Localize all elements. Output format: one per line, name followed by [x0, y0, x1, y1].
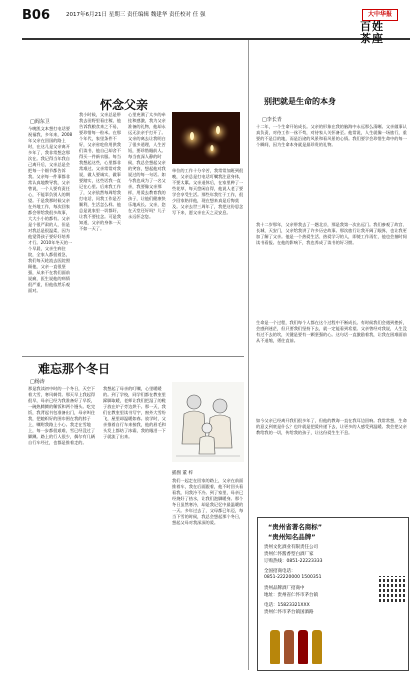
article-text-1a: 今晚凯文本想打电话要祝福我，多年来，2008年父亲在回国的路上时，在这儿是父亲离开多年了，我非常想念那次在。我记得当年我自己离开后，父亲总是会把每一个细节都告诉我。父亲每一件事都非常认真地教导我，父亲曾说，一个人要有责任心，不能辜负别人的期望。于是我那时候父亲在外地工作，每次回家都会带给我很多故事，大大小小的都有。父亲是个很严肃的人，但是对我总是很温柔，因为他觉得孩子要好好培养才行。2010年冬天的一个早晨，父亲生病住院，全家人都很着急，我们每天轮流去医院照顾他，父亲一直很坚强，从来不在我们面前说痛，医生说他的病情很严重，但他依然乐观面对。 [28, 126, 73, 293]
article-byline-1: □阎东卫 [30, 119, 50, 125]
page-number: B06 [22, 8, 50, 23]
article-title-1: 怀念父亲 [100, 98, 149, 112]
section-title-line1: 百姓 [360, 20, 384, 33]
bottle-icon [270, 630, 280, 664]
article-text-3a: 十二年，一个生命开始成长。父亲的形象在我的脑海中永远那么清晰。父亲做事认真负责，对待工作一丝不苟，对待家人关怀备至。他常说，人生就像一场旅行，重要的不是目的地，而是沿途的风景和看风景的心情。我们要学会珍惜生命中的每一个瞬间，因为生命本身就是最珍贵的礼物。 [256, 124, 407, 147]
article-byline-3: □李长青 [262, 117, 282, 123]
family-illustration-svg [172, 382, 244, 462]
article-text-3b: 我十二岁那年，父亲带我去了一趟北京，那是我第一次出远门。我们参观了故宫、长城、天安门，父亲给我讲了许多历史故事。那次旅行让我开阔了眼界，也让我更加了解了父亲。他是一个热爱生活、热爱学习的人，即使工作再忙，他也会抽时间读书看报。在他的影响下，我也养成了读书的好习惯。 [256, 222, 407, 245]
article-separator [22, 356, 244, 357]
column-divider [248, 40, 249, 670]
candle-photo-svg [172, 112, 240, 164]
bottle-icon [298, 630, 308, 664]
ad-line-2: “贵州知名品牌” [268, 533, 316, 541]
header-info: 2017年6月21日 星期三 责任编辑 魏建华 责任校对 任 强 [66, 12, 206, 18]
ad-line-1: “贵州省著名商标” [268, 523, 323, 531]
article-text-1d: 单位的工作十分辛苦，我常常加班到很晚，父亲总是打电话叮嘱我注意身体，不要太累。父亲退休后，在家里种了一些花草，每天悠闲自得，他说人老了要学会享受生活。那些年我忙于工作，很少回家陪伴他，现在想来真是后悔莫及。父亲去世三周年了，我把这份思念写下来，愿父亲在天之灵安息。 [172, 168, 244, 215]
article-text-1b: 我小时候，父亲总是带我去田野里看庄稼，他告诉我粮食来之不易，要珍惜每一粒米。在那个年代，家里条件不好，父亲省吃俭用供我们读书，他自己却舍不得买一件新衣服。每当我想起这些，心里都非常难过。父亲常常对我说，做人要诚实，做事要踏实，这些话我一直记在心里。后来我工作了，父亲依然每周给我打电话，问我工作是否顺利，生活怎么样。他总是说家里一切都好，让我不要挂念。可是我知道，父亲的身体一天不如一天了。 [79, 112, 121, 231]
ad-line-8: 贵州品牌酒厂招商中 [264, 586, 305, 591]
ad-line-4: 贵州仁怀酱香型白酒厂家 [264, 552, 314, 557]
article-title-2: 难忘那个冬日 [38, 362, 111, 376]
ad-line-10: 电话：15823321XXX [264, 603, 310, 608]
ad-line-9: 地址：贵州省仁怀市茅台镇 [264, 593, 318, 598]
article-text-3c: 生命是一个过程，我们每个人都在这个过程中不断成长。有时候我们会遇到挫折，会感到迷茫，但只要我们坚持下去，就一定能看到希望。父亲曾经对我说，人生没有过不去的坎，关键是要有一颗坚强的心。这句话一直激励着我，让我在困难面前从不退缩，勇往直前。 [256, 320, 407, 343]
newspaper-logo: 大中华报 [362, 9, 398, 21]
bottle-icon [312, 630, 322, 664]
article-text-3d: 如今父亲已经离开我们很多年了，但他的教诲一直在我耳边回响。我常常想，生命的意义到底是什么？也许就是把爱传递下去，让更多的人感受到温暖。我会把父亲教给我的一切，传给我的孩子，让这份爱生生不息。 [256, 418, 407, 435]
article-text-2c: 我们一起走在回家的路上，父亲在前面推着车，我在后面跟着，他不时回头看看我，问我冷不冷。到了家里，母亲已经烧好了热水，让我们泡脚暖身。那个冬日虽然寒冷，却是我记忆中最温暖的一天。多年过去了，父母都已年迈，每当下雪的时候，我总会想起那个冬日，想起父母对我深深的爱。 [172, 478, 244, 525]
qr-code-pattern [379, 576, 405, 602]
ad-line-6: 全国招商电话： [264, 569, 296, 574]
article-title-3: 别把就是生命的本身 [264, 97, 336, 106]
candle-photo [172, 112, 240, 164]
illustration-caption: 插图 董 梓 [172, 471, 193, 476]
article-byline-2: □杨涛 [30, 379, 45, 385]
section-title [360, 21, 384, 45]
ad-line-11: 贵州仁怀市茅台镇国酒路 [264, 610, 314, 615]
ad-line-3: 贵州文化酒业有限责任公司 [264, 545, 318, 550]
ad-line-7: 0851-22220000 1500351 [264, 575, 322, 580]
family-illustration [172, 382, 244, 462]
ad-line-5: 订购热线：0851-22223333 [264, 559, 323, 564]
bottle-icon [284, 630, 294, 664]
liquor-advertisement [257, 517, 409, 671]
article-text-2a: 那是我读初中时的一个冬日，天空下着大雪，寒风刺骨。那天早上我起得很早，母亲已经为我准备好了早饭，一碗热腾腾的稀饭和两个馒头。吃完饭，我背起书包准备出门，母亲叫住我，把她织好的围巾围在我的脖子上，嘱咐我路上小心。我走在雪地上，每一步都很艰难，雪已经没过了脚踝。路上的行人很少，偶尔有几辆自行车经过，也都是推着走的。 [28, 386, 96, 445]
article-text-1c: 心里充满了太多的牵挂和感激，我为父亲准备的礼物，他却永远无法亲手打开了。父亲的离去让我明白了很多道理，人生苦短，要珍惜眼前人。每当夜深人静的时候，我总会想起父亲的笑容，想起他对我说过的每一句话。如今我也成为了一名父亲，我要像父亲那样，用爱去教育我的孩子，让他们健康快乐地成长。父亲，您在天堂还好吗？儿子永远怀念您。 [128, 112, 166, 219]
article-text-2b: 我想起了母亲的叮嘱，心里暖暖的。到了学校，同学们都在教室里跺脚取暖，老师让我们把湿了的鞋子放在炉子旁边烘干。那一天，我们在教室里读书写字，窗外大雪纷飞，屋里却温暖如春。放学时，父亲推着自行车来接我，他的眉毛和头发上都结了冰霜，我的眼泪一下子就流了出来。 [103, 386, 166, 439]
section-title-line2: 茶座 [360, 32, 384, 45]
page-header [22, 4, 410, 45]
